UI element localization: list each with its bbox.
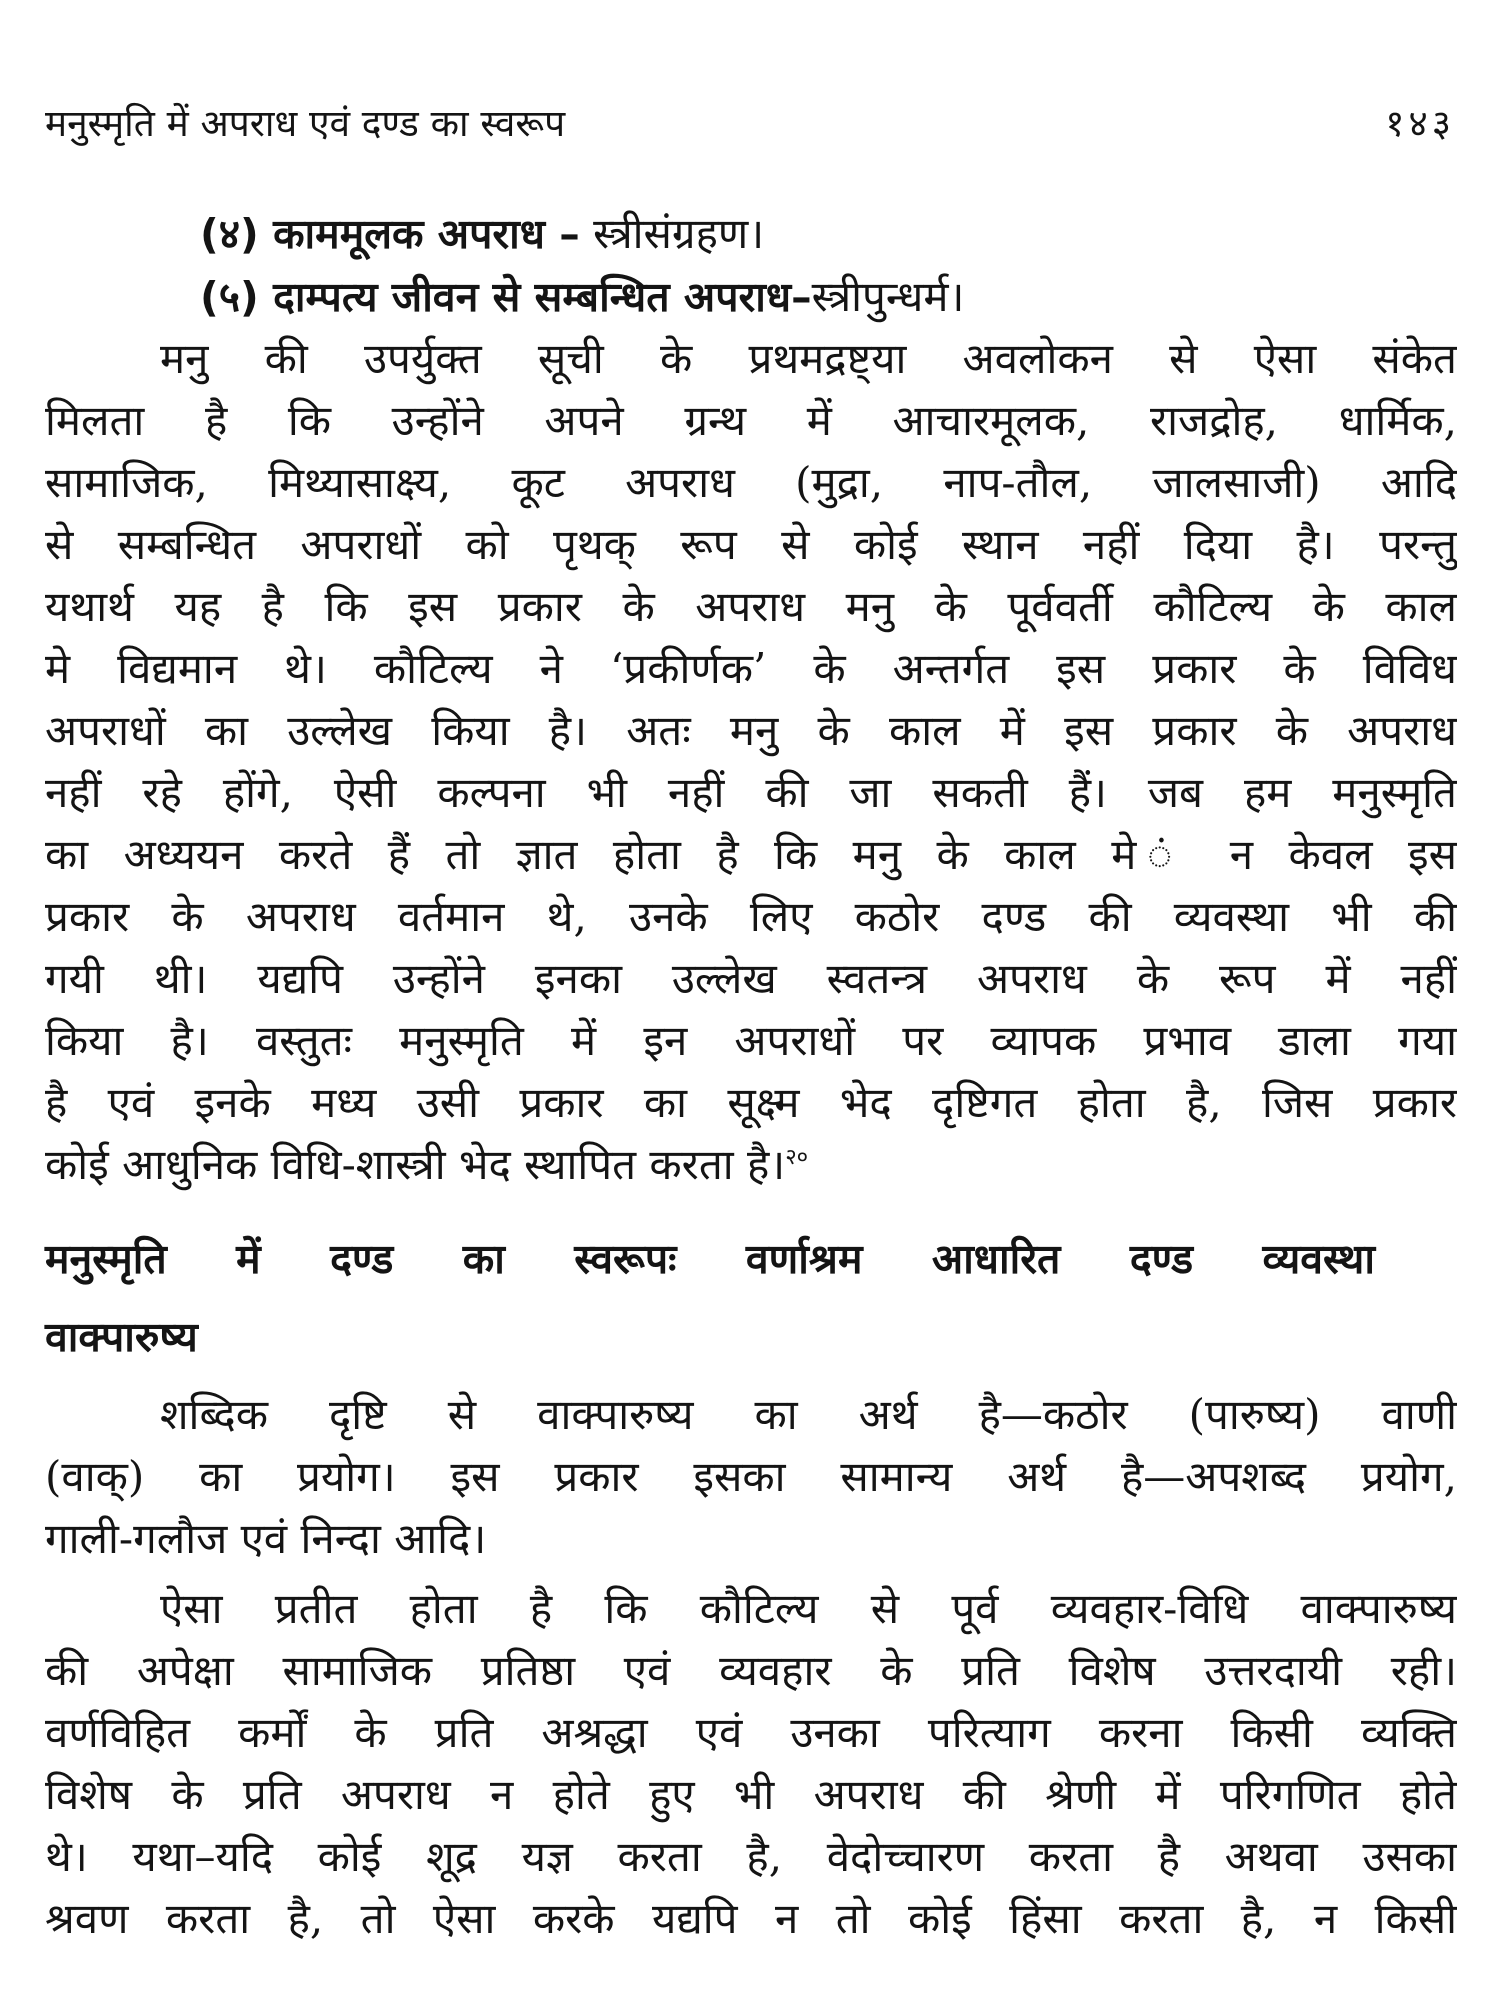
paragraph-line: विशेष के प्रति अपराध न होते हुए भी अपराध की श्रेणी में परिगणित होते <box>45 1770 1457 1819</box>
paragraph-line: यथार्थ यह है कि इस प्रकार के अपराध मनु के पूर्ववर्ती कौटिल्य के काल <box>45 582 1457 631</box>
list-item-heading: (४) काममूलक अपराध – <box>200 210 580 258</box>
paragraph-line: थे। यथा–यदि कोई शूद्र यज्ञ करता है, वेदोच्चारण करता है अथवा उसका <box>45 1832 1457 1881</box>
paragraph-line: श्रवण करता है, तो ऐसा करके यद्यपि न तो कोई हिंसा करता है, न किसी <box>45 1894 1457 1943</box>
paragraph-line: है एवं इनके मध्य उसी प्रकार का सूक्ष्म भेद दृष्टिगत होता है, जिस प्रकार <box>45 1078 1457 1127</box>
paragraph-line: अपराधों का उल्लेख किया है। अतः मनु के काल में इस प्रकार के अपराध <box>45 706 1457 755</box>
paragraph-line: मिलता है कि उन्होंने अपने ग्रन्थ में आचारमूलक, राजद्रोह, धार्मिक, <box>45 396 1457 445</box>
running-head-title: मनुस्मृति में अपराध एवं दण्ड का स्वरूप <box>45 102 566 145</box>
page-number: १४३ <box>1385 102 1455 145</box>
paragraph-line: की अपेक्षा सामाजिक प्रतिष्ठा एवं व्यवहार के प्रति विशेष उत्तरदायी रही। <box>45 1646 1457 1695</box>
paragraph-line: वर्णविहित कर्मों के प्रति अश्रद्धा एवं उनका परित्याग करना किसी व्यक्ति <box>45 1708 1457 1757</box>
paragraph-line: मे विद्यमान थे। कौटिल्य ने ‘प्रकीर्णक’ के अन्तर्गत इस प्रकार के विविध <box>45 644 1457 693</box>
list-item <box>200 205 764 263</box>
list-item-heading: (५) दाम्पत्य जीवन से सम्बन्धित अपराध– <box>200 273 812 321</box>
section-heading: मनुस्मृति में दण्ड का स्वरूपः वर्णाश्रम आधारित दण्ड व्यवस्था <box>45 1235 1375 1283</box>
paragraph-line: गयी थी। यद्यपि उन्होंने इनका उल्लेख स्वतन्त्र अपराध के रूप में नहीं <box>45 954 1457 1003</box>
list-item-text: स्त्रीपुन्धर्म। <box>811 272 965 321</box>
subsection-heading: वाक्पारुष्य <box>45 1313 198 1361</box>
running-head <box>45 96 1455 152</box>
list-item <box>200 268 964 326</box>
paragraph-line: सामाजिक, मिथ्यासाक्ष्य, कूट अपराध (मुद्रा, नाप-तौल, जालसाजी) आदि <box>45 458 1457 507</box>
paragraph-line: मनु की उपर्युक्त सूची के प्रथमद्रष्ट्या अवलोकन से ऐसा संकेत <box>160 334 1457 383</box>
paragraph-line: प्रकार के अपराध वर्तमान थे, उनके लिए कठोर दण्ड की व्यवस्था भी की <box>45 892 1457 941</box>
paragraph-line: से सम्बन्धित अपराधों को पृथक् रूप से कोई स्थान नहीं दिया है। परन्तु <box>45 520 1457 569</box>
list-item-text: स्त्रीसंग्रहण। <box>579 209 765 258</box>
paragraph-line <box>45 1136 1457 1194</box>
paragraph-line: शब्दिक दृष्टि से वाक्पारुष्य का अर्थ है—कठोर (पारुष्य) वाणी <box>160 1390 1457 1439</box>
paragraph-line: का अध्ययन करते हैं तो ज्ञात होता है कि मनु के काल मे ं न केवल इस <box>45 830 1457 879</box>
paragraph-line: ऐसा प्रतीत होता है कि कौटिल्य से पूर्व व्यवहार-विधि वाक्पारुष्य <box>160 1584 1457 1633</box>
paragraph-line: गाली-गलौज एवं निन्दा आदि। <box>45 1514 487 1563</box>
paragraph-line: नहीं रहे होंगे, ऐसी कल्पना भी नहीं की जा सकती हैं। जब हम मनुस्मृति <box>45 768 1457 817</box>
paragraph-line: किया है। वस्तुतः मनुस्मृति में इन अपराधों पर व्यापक प्रभाव डाला गया <box>45 1016 1457 1065</box>
paragraph-line-text: कोई आधुनिक विधि-शास्त्री भेद स्थापित करता है। <box>45 1140 786 1189</box>
paragraph-line: (वाक्) का प्रयोग। इस प्रकार इसका सामान्य अर्थ है—अपशब्द प्रयोग, <box>45 1452 1457 1501</box>
footnote-reference: २० <box>785 1145 809 1170</box>
